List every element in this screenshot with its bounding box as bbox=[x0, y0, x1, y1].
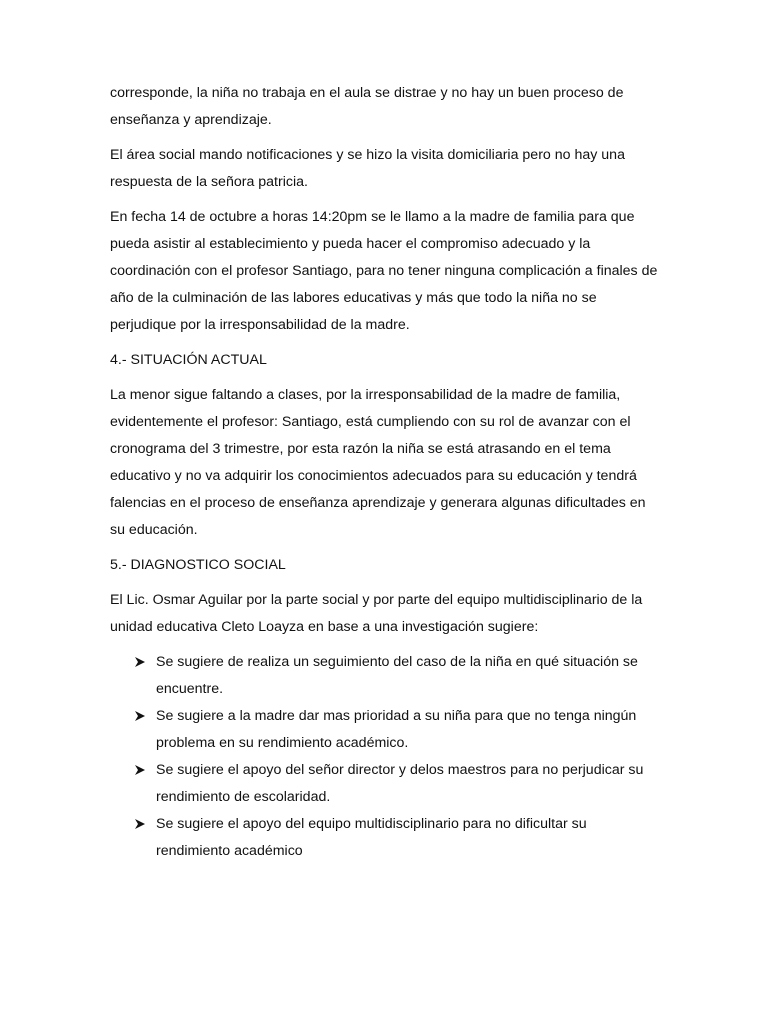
list-item bbox=[110, 757, 662, 811]
paragraph-situacion-actual: La menor sigue faltando a clases, por la irresponsabilidad de la madre de familia, evidentemente el profesor: Santiago, está cumpliendo con su rol de avanzar con el cronograma del 3 trimestre, por esta razón la niña se está atrasando en el tema educativo y no va adquirir los conocimientos adecuados para su educación y tendrá falencias en el proceso de enseñanza aprendizaje y generara algunas dificultades en su educación. bbox=[110, 387, 646, 538]
suggestions-list bbox=[110, 649, 662, 865]
list-item-text: Se sugiere el apoyo del señor director y delos maestros para no perjudicar su rendimiento de escolaridad. bbox=[156, 762, 644, 805]
arrowhead-bullet-icon bbox=[134, 656, 146, 668]
paragraph-continuation: corresponde, la niña no trabaja en el aula se distrae y no hay un buen proceso de enseñanza y aprendizaje. bbox=[110, 85, 624, 128]
list-item bbox=[110, 703, 662, 757]
section-heading-situacion-actual: 4.- SITUACIÓN ACTUAL bbox=[110, 352, 267, 368]
arrowhead-bullet-icon bbox=[134, 764, 146, 776]
arrowhead-bullet-icon bbox=[134, 818, 146, 830]
paragraph-social-area: El área social mando notificaciones y se hizo la visita domiciliaria pero no hay una respuesta de la señora patricia. bbox=[110, 147, 625, 190]
paragraph-phone-call: En fecha 14 de octubre a horas 14:20pm se le llamo a la madre de familia para que pueda asistir al establecimiento y pueda hacer el compromiso adecuado y la coordinación con el profesor Santiago, para no tener ninguna complicación a finales de año de la culminación de las labores educativas y más que todo la niña no se perjudique por la irresponsabilidad de la madre. bbox=[110, 209, 658, 333]
list-item-text: Se sugiere a la madre dar mas prioridad a su niña para que no tenga ningún problema en su rendimiento académico. bbox=[156, 708, 637, 751]
document-page bbox=[110, 80, 662, 865]
paragraph-diagnostico-social: El Lic. Osmar Aguilar por la parte social y por parte del equipo multidisciplinario de la unidad educativa Cleto Loayza en base a una investigación sugiere: bbox=[110, 592, 643, 635]
section-heading-diagnostico-social: 5.- DIAGNOSTICO SOCIAL bbox=[110, 557, 286, 573]
arrowhead-bullet-icon bbox=[134, 710, 146, 722]
list-item-text: Se sugiere de realiza un seguimiento del caso de la niña en qué situación se encuentre. bbox=[156, 654, 638, 697]
list-item bbox=[110, 811, 662, 865]
list-item-text: Se sugiere el apoyo del equipo multidisciplinario para no dificultar su rendimiento académico bbox=[156, 816, 587, 859]
list-item bbox=[110, 649, 662, 703]
